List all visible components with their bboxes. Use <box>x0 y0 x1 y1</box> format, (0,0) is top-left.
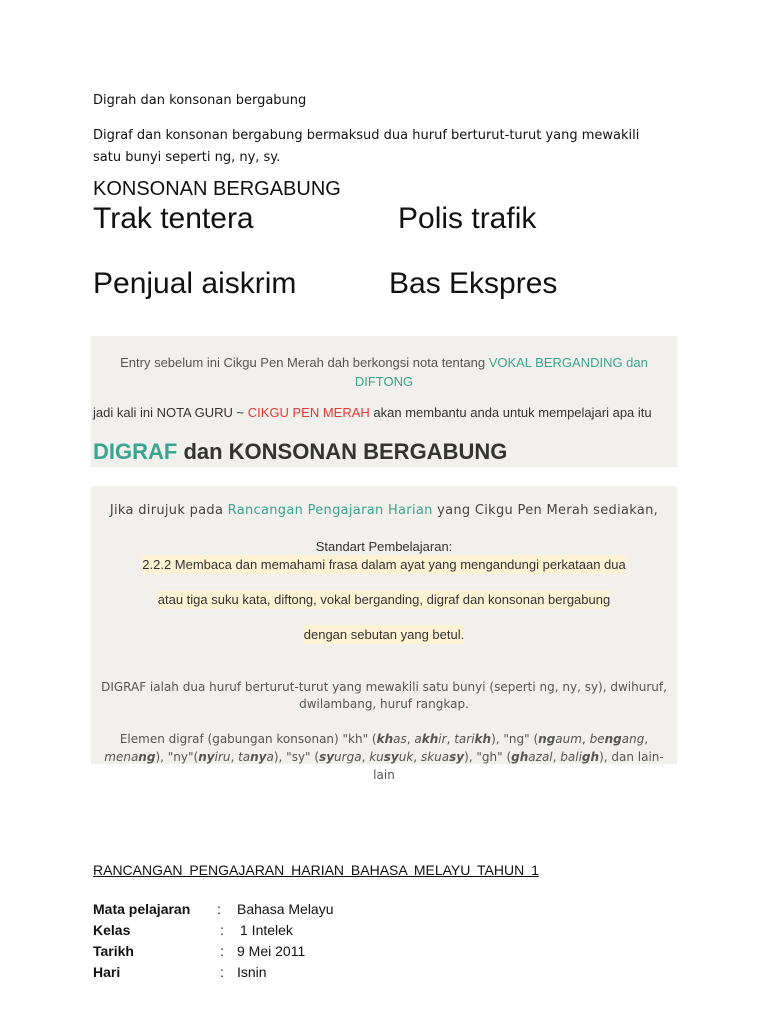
example-word: Penjual aiskrim <box>93 267 297 300</box>
entry-text <box>91 353 677 391</box>
example-digraf-word: nyiru <box>198 750 231 764</box>
example-digraf-word: bengang <box>589 732 645 746</box>
example-digraf-word: kusyuk <box>369 750 414 764</box>
elemen-text: ), "ny"( <box>155 750 199 764</box>
digraf-elements <box>97 730 671 784</box>
elemen-text: , <box>552 750 561 764</box>
elemen-text: , <box>644 732 649 746</box>
vokal-berganding-link[interactable]: VOKAL BERGANDING dan DIFTONG <box>354 355 648 389</box>
konsonan-heading: KONSONAN BERGABUNG <box>93 178 341 200</box>
elemen-text: , <box>406 732 415 746</box>
example-digraf-word: tarikh <box>454 732 492 746</box>
rph-colon: : <box>217 901 221 917</box>
example-word: Trak tentera <box>93 202 254 235</box>
jadi-post: akan membantu anda untuk mempelajari apa itu <box>369 405 652 420</box>
example-digraf-word: tanya <box>238 750 274 764</box>
standard-line-text: atau tiga suku kata, diftong, vokal berganding, digraf dan konsonan bergabung <box>157 592 611 607</box>
doc-title: Digrah dan konsonan bergabung <box>93 93 307 108</box>
example-digraf-word: ghazal <box>511 750 553 764</box>
elemen-text: , <box>413 750 421 764</box>
example-digraf-word: skuasy <box>420 750 465 764</box>
intro-paragraph: Digraf dan konsonan bergabung bermaksud dua huruf berturut-turut yang mewakili satu bunyi seperti ng, ny, sy. <box>93 128 640 165</box>
standard-line-text: 2.2.2 Membaca dan memahami frasa dalam ayat yang mengandungi perkataan dua <box>142 557 626 572</box>
standard-line <box>91 592 677 607</box>
entry-text-lead: Entry sebelum ini Cikgu Pen Merah dah berkongsi nota tentang <box>120 355 489 370</box>
rph-label: Hari <box>93 964 121 980</box>
jika-post: yang Cikgu Pen Merah sediakan, <box>432 503 659 518</box>
jika-pre: Jika dirujuk pada <box>109 503 228 518</box>
jadi-text <box>93 405 677 421</box>
example-word: Bas Ekspres <box>389 267 558 300</box>
example-digraf-word: ngaum <box>538 732 582 746</box>
elemen-text: , <box>446 732 455 746</box>
standard-line-text: dengan sebutan yang betul. <box>303 627 465 642</box>
jika-text <box>91 503 677 518</box>
example-word: Polis trafik <box>398 202 537 235</box>
example-digraf-word: syurga <box>319 750 362 764</box>
rph-value: 9 Mei 2011 <box>237 943 306 959</box>
rph-title: RANCANGAN PENGAJARAN HARIAN BAHASA MELAYU TAHUN 1 <box>93 862 539 878</box>
standard-label: Standart Pembelajaran: <box>315 539 453 554</box>
rph-colon: : <box>220 964 224 980</box>
rph-value: Isnin <box>237 964 267 980</box>
example-digraf-word: akhir <box>414 732 447 746</box>
example-digraf-word: baligh <box>560 750 600 764</box>
standard-line <box>91 627 677 642</box>
elemen-text: ), "gh" ( <box>464 750 512 764</box>
elemen-text: ), "ng" ( <box>491 732 539 746</box>
digraf-heading-teal: DIGRAF <box>93 439 178 464</box>
elemen-text: ), dan lain-lain <box>373 750 664 782</box>
cikgu-pen-merah-link[interactable]: CIKGU PEN MERAH <box>247 405 370 420</box>
rph-value: 1 Intelek <box>240 922 293 938</box>
rph-colon: : <box>220 922 224 938</box>
elemen-text: , <box>581 732 590 746</box>
example-digraf-word: menang <box>104 750 156 764</box>
elemen-text: Elemen digraf (gabungan konsonan) "kh" ( <box>119 732 377 746</box>
standard-panel <box>91 486 677 782</box>
elemen-text: , <box>230 750 239 764</box>
example-digraf-word: khas <box>376 732 407 746</box>
elemen-text: ), "sy" ( <box>273 750 320 764</box>
rph-label: Kelas <box>93 922 131 938</box>
rph-label: Tarikh <box>93 943 134 959</box>
digraf-heading-rest: dan KONSONAN BERGABUNG <box>177 439 508 464</box>
elemen-text: , <box>361 750 370 764</box>
rph-colon: : <box>220 943 224 959</box>
blog-excerpt-panel <box>91 336 677 467</box>
digraf-heading <box>93 439 507 465</box>
rph-label: Mata pelajaran <box>93 901 191 917</box>
rph-link[interactable]: Rancangan Pengajaran Harian <box>227 503 433 518</box>
standard-line <box>91 557 677 572</box>
rph-value: Bahasa Melayu <box>237 901 334 917</box>
jadi-pre: jadi kali ini NOTA GURU ~ <box>93 405 248 420</box>
digraf-definition: DIGRAF ialah dua huruf berturut-turut yang mewakili satu bunyi (seperti ng, ny, sy), dwihuruf, dwilambang, huruf rangkap. <box>101 680 667 711</box>
